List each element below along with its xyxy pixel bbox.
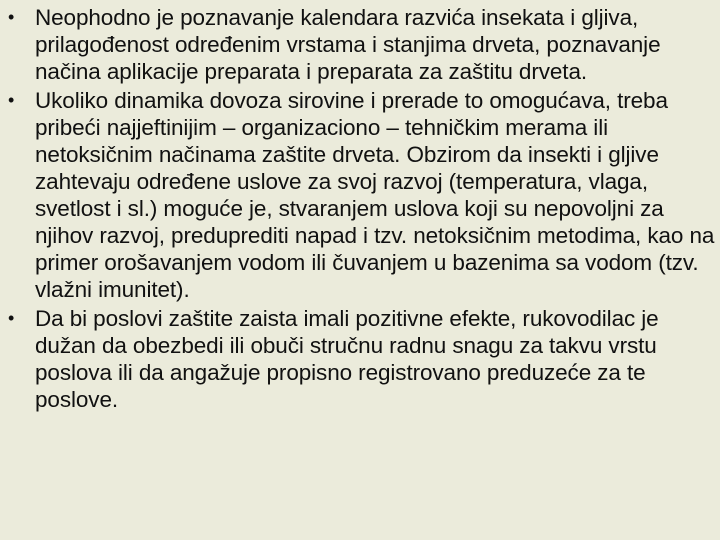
bullet-item-decay-calendar: • Neophodno je poznavanje kalendara razvića insekata i gljiva, prilagođenost određenim vrstama i stanjima drveta, poznavanje načina aplikacije preparata i preparata za zaštitu drveta. <box>0 4 720 85</box>
bullet-item-qualified-workforce: • Da bi poslovi zaštite zaista imali pozitivne efekte, rukovodilac je dužan da obezbedi ili obuči stručnu radnu snagu za takvu vrstu poslova ili da angažuje propisno registrovano preduzeće za te poslove. <box>0 305 720 413</box>
bullet-item-nontoxic-measures: • Ukoliko dinamika dovoza sirovine i prerade to omogućava, treba pribeći najjeftinijim – organizaciono – tehničkim merama ili netoksičnim načinama zaštite drveta. Obzirom da insekti i gljive zahtevaju određene uslove za svoj razvoj (temperatura, vlaga, svetlost i sl.) moguće je, stvaranjem uslova koji su nepovoljni za njihov razvoj, preduprediti napad i tzv. netoksičnim metodima, kao na primer orošavanjem vodom ili čuvanjem u bazenima sa vodom (tzv. vlažni imunitet). <box>0 87 720 303</box>
bullet-list <box>0 4 720 415</box>
